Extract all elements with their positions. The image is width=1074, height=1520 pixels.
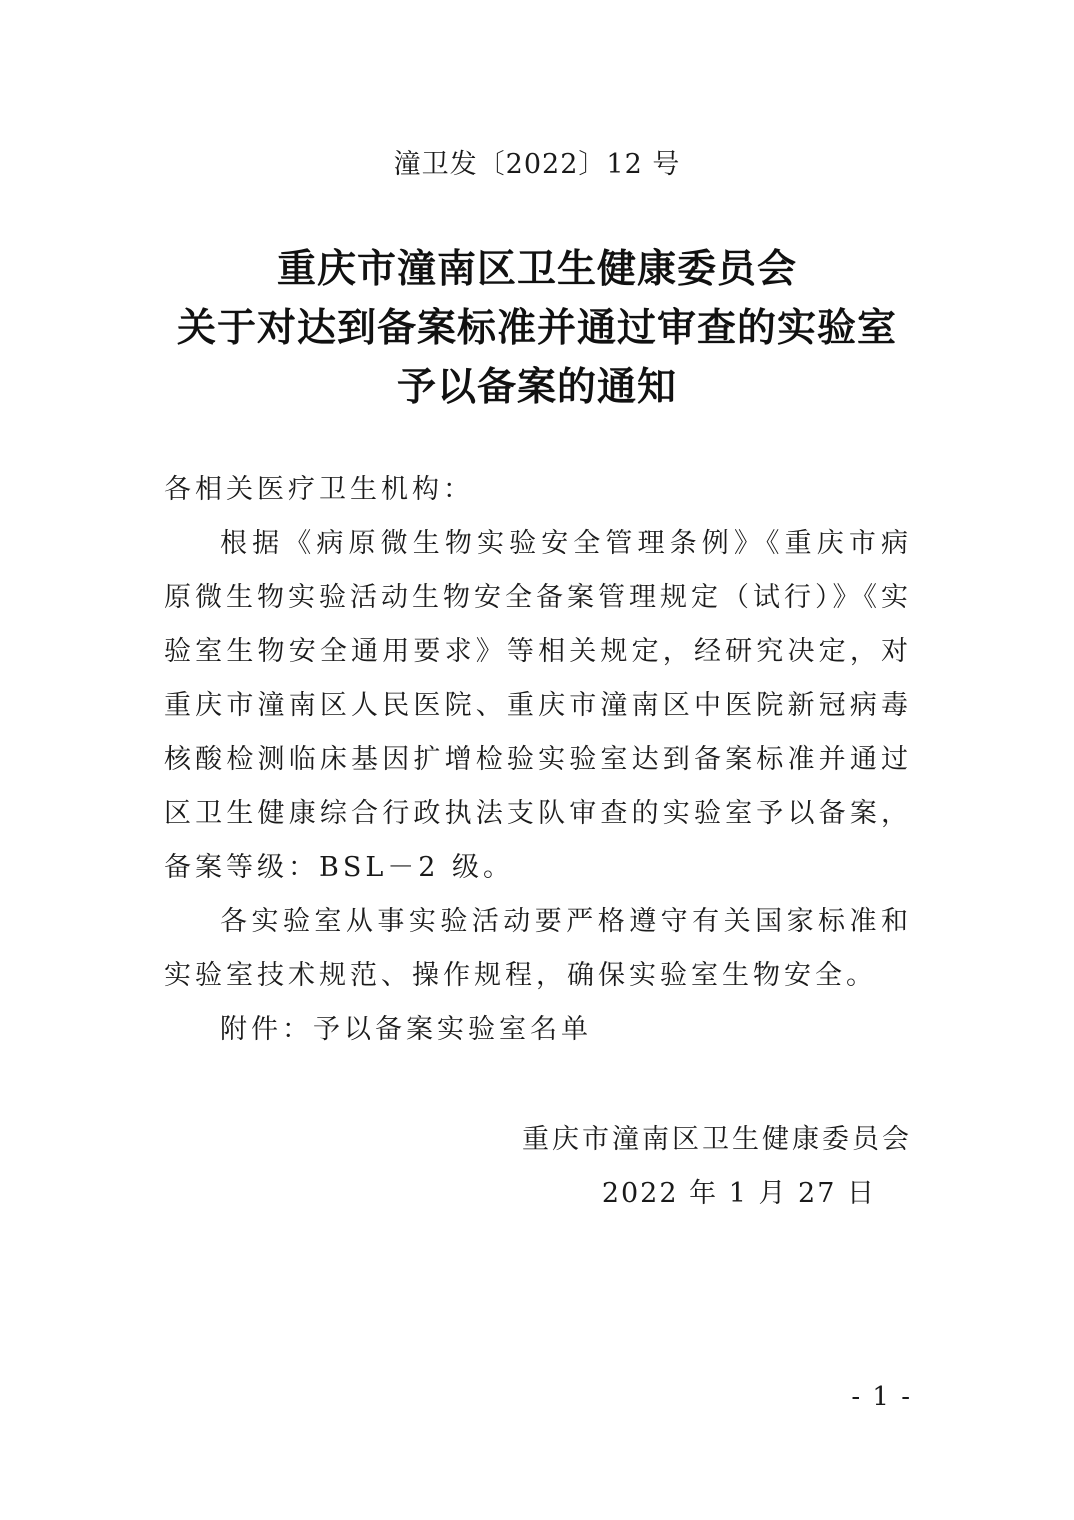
attachment-note: 附件：予以备案实验室名单 (220, 1014, 592, 1045)
body-paragraph-2: 各实验室从事实验活动要严格遵守有关国家标准和实验室技术规范、操作规程，确保实验室生物安全。 (164, 906, 912, 991)
signature-block (522, 1113, 912, 1221)
signature-organization: 重庆市潼南区卫生健康委员会 (522, 1124, 912, 1155)
document-title (0, 240, 1074, 417)
salutation: 各相关医疗卫生机构： (164, 474, 474, 505)
signature-date: 2022 年 1 月 27 日 (601, 1178, 876, 1209)
page-number: - 1 - (851, 1382, 912, 1412)
title-line-3: 予以备案的通知 (396, 365, 677, 410)
title-line-2: 关于对达到备案标准并通过审查的实验室 (176, 306, 897, 351)
document-body (164, 463, 912, 1003)
body-paragraph-1: 根据《病原微生物实验安全管理条例》《重庆市病原微生物实验活动生物安全备案管理规定（试行）》《实验室生物安全通用要求》等相关规定，经研究决定，对重庆市潼南区人民医院、重庆市潼南区中医院新冠病毒核酸检测临床基因扩增检验实验室达到备案标准并通过区卫生健康综合行政执法支队审查的实验室予以备案，备案等级：BSL－2 级。 (164, 528, 912, 883)
document-number: 潼卫发〔2022〕12 号 (393, 149, 681, 180)
title-line-1: 重庆市潼南区卫生健康委员会 (276, 247, 797, 292)
